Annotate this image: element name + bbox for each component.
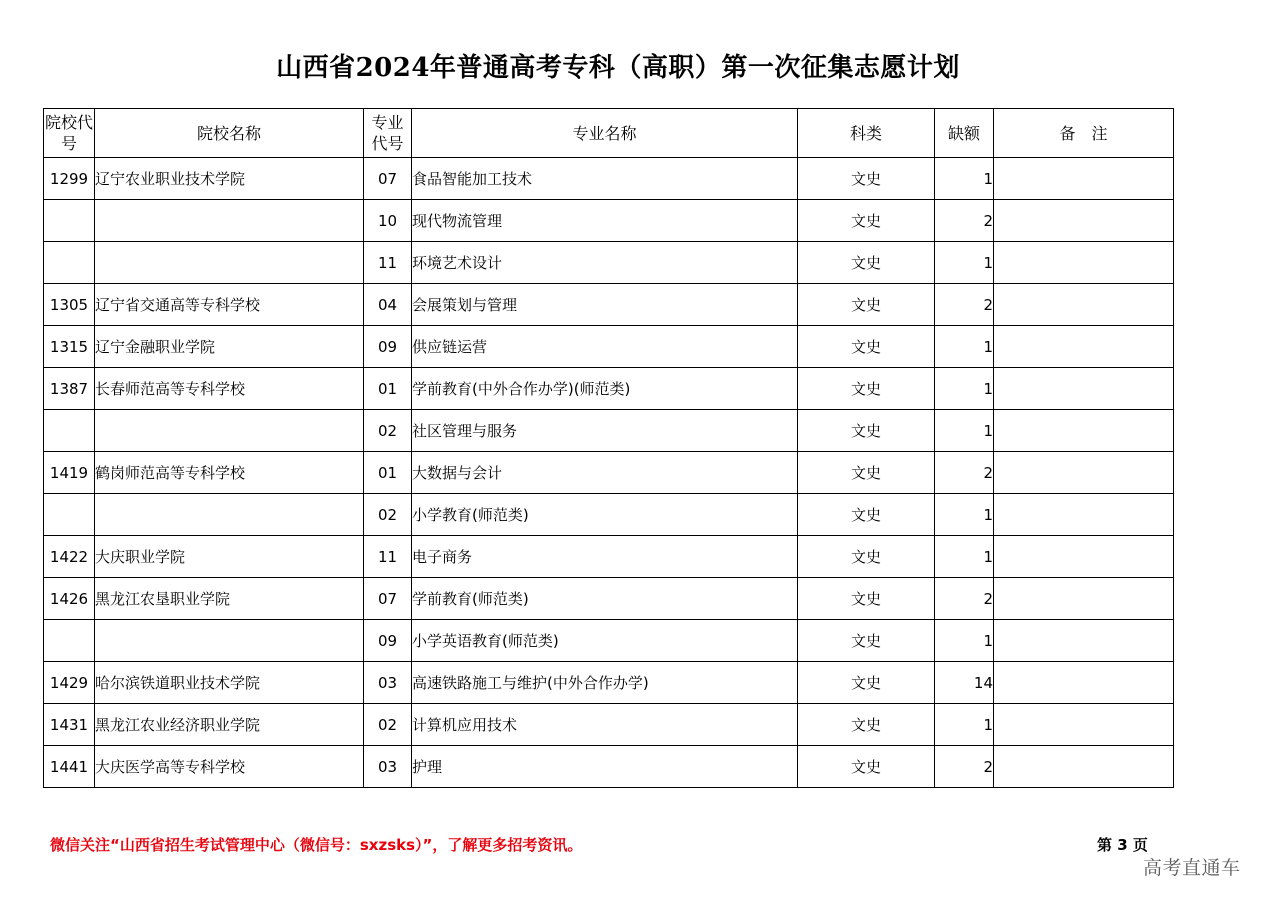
- remarks-cell: [994, 704, 1174, 746]
- major-code-cell: 09: [364, 620, 412, 662]
- major-name-cell: 小学英语教育(师范类): [412, 620, 798, 662]
- major-code-cell: 02: [364, 494, 412, 536]
- major-code-cell: 07: [364, 578, 412, 620]
- header-school-code: 院校代号: [44, 109, 95, 158]
- major-name-cell: 现代物流管理: [412, 200, 798, 242]
- table-header-row: [44, 109, 1174, 158]
- school-code-cell: 1441: [44, 746, 95, 788]
- shortfall-cell: 2: [935, 578, 994, 620]
- shortfall-cell: 1: [935, 158, 994, 200]
- subject-cell: 文史: [798, 746, 935, 788]
- major-name-cell: 电子商务: [412, 536, 798, 578]
- major-name-cell: 学前教育(师范类): [412, 578, 798, 620]
- major-name-cell: 供应链运营: [412, 326, 798, 368]
- school-name-cell: [95, 242, 364, 284]
- remarks-cell: [994, 242, 1174, 284]
- major-code-cell: 10: [364, 200, 412, 242]
- school-name-cell: 辽宁省交通高等专科学校: [95, 284, 364, 326]
- school-code-cell: 1305: [44, 284, 95, 326]
- school-code-cell: 1422: [44, 536, 95, 578]
- remarks-cell: [994, 452, 1174, 494]
- page-number: 第 3 页: [1097, 836, 1148, 854]
- subject-cell: 文史: [798, 200, 935, 242]
- school-name-cell: [95, 200, 364, 242]
- school-name-cell: 黑龙江农业经济职业学院: [95, 704, 364, 746]
- subject-cell: 文史: [798, 662, 935, 704]
- school-code-cell: 1387: [44, 368, 95, 410]
- header-major-name: 专业名称: [412, 109, 798, 158]
- major-name-cell: 社区管理与服务: [412, 410, 798, 452]
- shortfall-cell: 1: [935, 494, 994, 536]
- subject-cell: 文史: [798, 368, 935, 410]
- table-row: [44, 536, 1174, 578]
- major-code-cell: 09: [364, 326, 412, 368]
- school-code-cell: [44, 620, 95, 662]
- major-code-cell: 02: [364, 410, 412, 452]
- school-code-cell: 1419: [44, 452, 95, 494]
- major-code-cell: 02: [364, 704, 412, 746]
- document-title: 山西省2024年普通高考专科（高职）第一次征集志愿计划: [276, 53, 960, 83]
- watermark-text: 高考直通车: [1143, 857, 1241, 879]
- table-row: [44, 158, 1174, 200]
- table-row: [44, 410, 1174, 452]
- header-shortfall: 缺额: [935, 109, 994, 158]
- table-row: [44, 200, 1174, 242]
- subject-cell: 文史: [798, 452, 935, 494]
- table-row: [44, 662, 1174, 704]
- table-body: [44, 158, 1174, 788]
- major-code-cell: 03: [364, 662, 412, 704]
- major-code-cell: 03: [364, 746, 412, 788]
- school-code-cell: [44, 200, 95, 242]
- header-subject: 科类: [798, 109, 935, 158]
- remarks-cell: [994, 536, 1174, 578]
- subject-cell: 文史: [798, 494, 935, 536]
- school-name-cell: 辽宁农业职业技术学院: [95, 158, 364, 200]
- subject-cell: 文史: [798, 284, 935, 326]
- school-name-cell: [95, 620, 364, 662]
- table-row: [44, 620, 1174, 662]
- shortfall-cell: 1: [935, 704, 994, 746]
- major-code-cell: 07: [364, 158, 412, 200]
- school-code-cell: 1431: [44, 704, 95, 746]
- major-name-cell: 计算机应用技术: [412, 704, 798, 746]
- table-row: [44, 452, 1174, 494]
- school-name-cell: 哈尔滨铁道职业技术学院: [95, 662, 364, 704]
- shortfall-cell: 1: [935, 368, 994, 410]
- school-code-cell: 1426: [44, 578, 95, 620]
- remarks-cell: [994, 200, 1174, 242]
- major-code-cell: 01: [364, 368, 412, 410]
- remarks-cell: [994, 578, 1174, 620]
- shortfall-cell: 2: [935, 200, 994, 242]
- major-name-cell: 护理: [412, 746, 798, 788]
- remarks-cell: [994, 284, 1174, 326]
- remarks-cell: [994, 620, 1174, 662]
- major-code-cell: 04: [364, 284, 412, 326]
- subject-cell: 文史: [798, 536, 935, 578]
- header-remarks: 备 注: [994, 109, 1174, 158]
- table-row: [44, 704, 1174, 746]
- remarks-cell: [994, 410, 1174, 452]
- remarks-cell: [994, 158, 1174, 200]
- school-code-cell: [44, 410, 95, 452]
- table-row: [44, 242, 1174, 284]
- subject-cell: 文史: [798, 620, 935, 662]
- major-code-cell: 11: [364, 536, 412, 578]
- shortfall-cell: 2: [935, 452, 994, 494]
- enrollment-plan-table: [43, 108, 1174, 788]
- shortfall-cell: 14: [935, 662, 994, 704]
- school-name-cell: 大庆医学高等专科学校: [95, 746, 364, 788]
- major-code-cell: 01: [364, 452, 412, 494]
- table-row: [44, 578, 1174, 620]
- major-name-cell: 会展策划与管理: [412, 284, 798, 326]
- shortfall-cell: 1: [935, 242, 994, 284]
- remarks-cell: [994, 746, 1174, 788]
- subject-cell: 文史: [798, 578, 935, 620]
- remarks-cell: [994, 368, 1174, 410]
- table-row: [44, 746, 1174, 788]
- remarks-cell: [994, 494, 1174, 536]
- shortfall-cell: 1: [935, 326, 994, 368]
- school-code-cell: [44, 494, 95, 536]
- subject-cell: 文史: [798, 410, 935, 452]
- major-name-cell: 环境艺术设计: [412, 242, 798, 284]
- school-name-cell: 辽宁金融职业学院: [95, 326, 364, 368]
- subject-cell: 文史: [798, 158, 935, 200]
- header-major-code: 专业代号: [364, 109, 412, 158]
- school-code-cell: 1315: [44, 326, 95, 368]
- school-name-cell: 大庆职业学院: [95, 536, 364, 578]
- major-name-cell: 小学教育(师范类): [412, 494, 798, 536]
- school-code-cell: 1299: [44, 158, 95, 200]
- shortfall-cell: 2: [935, 284, 994, 326]
- school-name-cell: 黑龙江农垦职业学院: [95, 578, 364, 620]
- school-name-cell: 鹤岗师范高等专科学校: [95, 452, 364, 494]
- shortfall-cell: 1: [935, 536, 994, 578]
- header-school-name: 院校名称: [95, 109, 364, 158]
- remarks-cell: [994, 662, 1174, 704]
- wechat-follow-note: 微信关注“山西省招生考试管理中心（微信号：sxzsks）”，了解更多招考资讯。: [50, 836, 583, 854]
- remarks-cell: [994, 326, 1174, 368]
- major-name-cell: 高速铁路施工与维护(中外合作办学): [412, 662, 798, 704]
- school-name-cell: [95, 494, 364, 536]
- major-code-cell: 11: [364, 242, 412, 284]
- school-code-cell: 1429: [44, 662, 95, 704]
- shortfall-cell: 1: [935, 410, 994, 452]
- table-row: [44, 368, 1174, 410]
- table-row: [44, 326, 1174, 368]
- subject-cell: 文史: [798, 242, 935, 284]
- school-name-cell: [95, 410, 364, 452]
- school-name-cell: 长春师范高等专科学校: [95, 368, 364, 410]
- table-row: [44, 494, 1174, 536]
- subject-cell: 文史: [798, 326, 935, 368]
- shortfall-cell: 1: [935, 620, 994, 662]
- subject-cell: 文史: [798, 704, 935, 746]
- major-name-cell: 食品智能加工技术: [412, 158, 798, 200]
- school-code-cell: [44, 242, 95, 284]
- table-row: [44, 284, 1174, 326]
- major-name-cell: 大数据与会计: [412, 452, 798, 494]
- major-name-cell: 学前教育(中外合作办学)(师范类): [412, 368, 798, 410]
- shortfall-cell: 2: [935, 746, 994, 788]
